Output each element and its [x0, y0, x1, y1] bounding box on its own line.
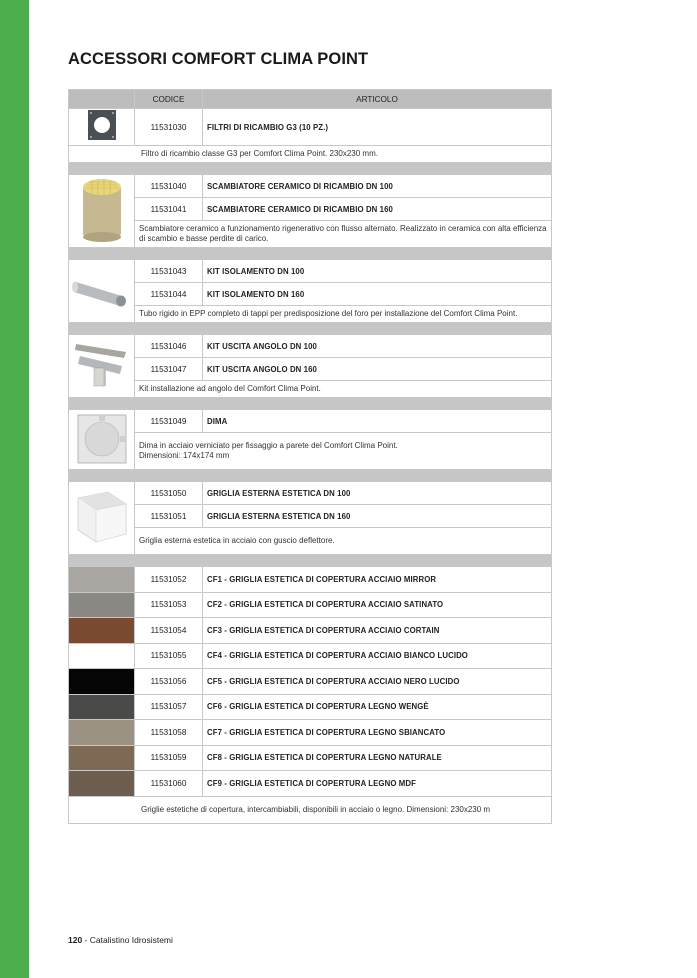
code-cell: 11531052: [135, 567, 203, 593]
code-cell: 11531040: [135, 175, 203, 198]
article-cell: SCAMBIATORE CERAMICO DI RICAMBIO DN 100: [203, 175, 552, 198]
description-cell: Filtro di ricambio classe G3 per Comfort Clima Point. 230x230 mm.: [69, 146, 552, 163]
code-cell: 11531043: [135, 260, 203, 283]
table-row: [69, 720, 552, 746]
article-cell: CF3 - GRIGLIA ESTETICA DI COPERTURA ACCIAIO CORTAIN: [203, 618, 552, 644]
color-swatch: [69, 669, 135, 694]
description-cell: Griglie estetiche di copertura, intercambiabili, disponibili in acciaio o legno. Dimensioni: 230x230 m: [69, 796, 552, 823]
green-side-bar: [0, 0, 29, 978]
code-cell: 11531055: [135, 643, 203, 669]
code-cell: 11531041: [135, 198, 203, 221]
article-cell: CF6 - GRIGLIA ESTETICA DI COPERTURA LEGNO WENGÈ: [203, 694, 552, 720]
article-cell: KIT USCITA ANGOLO DN 100: [203, 335, 552, 358]
code-cell: 11531058: [135, 720, 203, 746]
color-swatch: [69, 618, 135, 643]
angle-outlet-kit-icon: [69, 335, 135, 398]
table-row: [69, 694, 552, 720]
swatch-cell: [69, 567, 135, 593]
swatch-cell: [69, 669, 135, 695]
article-cell: KIT ISOLAMENTO DN 160: [203, 283, 552, 306]
ceramic-exchanger-icon: [69, 175, 135, 248]
table-row: [69, 643, 552, 669]
swatch-cell: [69, 592, 135, 618]
article-cell: GRIGLIA ESTERNA ESTETICA DN 160: [203, 505, 552, 528]
table-row: [69, 283, 552, 306]
article-cell: CF9 - GRIGLIA ESTETICA DI COPERTURA LEGNO MDF: [203, 771, 552, 797]
color-swatch: [69, 593, 135, 618]
header-code: CODICE: [135, 90, 203, 109]
color-swatch: [69, 720, 135, 745]
table-row: [69, 410, 552, 433]
code-cell: 11531051: [135, 505, 203, 528]
description-row: [69, 221, 552, 248]
footer-separator: -: [82, 935, 90, 945]
separator-row: [69, 163, 552, 175]
swatch-cell: [69, 643, 135, 669]
table-row: [69, 669, 552, 695]
separator-row: [69, 470, 552, 482]
code-cell: 11531049: [135, 410, 203, 433]
swatch-cell: [69, 694, 135, 720]
code-cell: 11531046: [135, 335, 203, 358]
table-row: [69, 567, 552, 593]
description-cell: Kit installazione ad angolo del Comfort Clima Point.: [135, 381, 552, 398]
insulation-tube-icon: [69, 260, 135, 323]
table-row: [69, 198, 552, 221]
separator-row: [69, 555, 552, 567]
code-cell: 11531056: [135, 669, 203, 695]
swatch-cell: [69, 618, 135, 644]
description-row: [69, 306, 552, 323]
color-swatch: [69, 695, 135, 720]
description-row: [69, 528, 552, 555]
catalog-name: Catalistino Idrosistemi: [89, 935, 173, 945]
description-row: [69, 381, 552, 398]
color-swatch: [69, 644, 135, 669]
article-cell: FILTRI DI RICAMBIO G3 (10 PZ.): [203, 109, 552, 146]
code-cell: 11531030: [135, 109, 203, 146]
code-cell: 11531060: [135, 771, 203, 797]
article-cell: KIT USCITA ANGOLO DN 160: [203, 358, 552, 381]
article-cell: CF7 - GRIGLIA ESTETICA DI COPERTURA LEGNO SBIANCATO: [203, 720, 552, 746]
table-header: [69, 90, 552, 109]
code-cell: 11531057: [135, 694, 203, 720]
separator-row: [69, 323, 552, 335]
code-cell: 11531053: [135, 592, 203, 618]
description-row: [69, 146, 552, 163]
code-cell: 11531047: [135, 358, 203, 381]
color-swatch: [69, 771, 135, 796]
table-row: [69, 358, 552, 381]
page-footer: [68, 935, 173, 945]
page-number: 120: [68, 935, 83, 945]
table-row: [69, 505, 552, 528]
header-article: ARTICOLO: [203, 90, 552, 109]
swatch-cell: [69, 720, 135, 746]
external-grille-icon: [69, 482, 135, 555]
separator-row: [69, 248, 552, 260]
table-row: [69, 592, 552, 618]
article-cell: CF5 - GRIGLIA ESTETICA DI COPERTURA ACCIAIO NERO LUCIDO: [203, 669, 552, 695]
page-title: ACCESSORI COMFORT CLIMA POINT: [68, 50, 369, 68]
code-cell: 11531050: [135, 482, 203, 505]
table-row: [69, 175, 552, 198]
article-cell: CF1 - GRIGLIA ESTETICA DI COPERTURA ACCIAIO MIRROR: [203, 567, 552, 593]
color-swatch: [69, 746, 135, 771]
description-line-2: Dimensioni: 174x174 mm: [139, 451, 230, 460]
description-line-1: Dima in acciaio verniciato per fissaggio a parete del Comfort Clima Point.: [139, 441, 398, 450]
table-row: [69, 335, 552, 358]
article-cell: DIMA: [203, 410, 552, 433]
accessories-table: [68, 89, 552, 824]
separator-row: [69, 398, 552, 410]
article-cell: CF8 - GRIGLIA ESTETICA DI COPERTURA LEGNO NATURALE: [203, 745, 552, 771]
description-row: [69, 796, 552, 823]
code-cell: 11531054: [135, 618, 203, 644]
table-row: [69, 745, 552, 771]
table-row: [69, 482, 552, 505]
table-row: [69, 109, 552, 146]
article-cell: CF4 - GRIGLIA ESTETICA DI COPERTURA ACCIAIO BIANCO LUCIDO: [203, 643, 552, 669]
template-plate-icon: [69, 410, 135, 470]
article-cell: GRIGLIA ESTERNA ESTETICA DN 100: [203, 482, 552, 505]
color-swatch: [69, 567, 135, 592]
description-row: [69, 433, 552, 470]
description-cell: Scambiatore ceramico a funzionamento rigenerativo con flusso alternato. Realizzato in ceramica con alta efficienza di scambio e basse perdite di carico.: [135, 221, 552, 248]
filter-icon: [69, 109, 135, 146]
description-cell: Griglia esterna estetica in acciaio con guscio deflettore.: [135, 528, 552, 555]
article-cell: KIT ISOLAMENTO DN 100: [203, 260, 552, 283]
article-cell: CF2 - GRIGLIA ESTETICA DI COPERTURA ACCIAIO SATINATO: [203, 592, 552, 618]
table-row: [69, 618, 552, 644]
code-cell: 11531059: [135, 745, 203, 771]
table-row: [69, 260, 552, 283]
code-cell: 11531044: [135, 283, 203, 306]
swatch-cell: [69, 745, 135, 771]
description-cell: Tubo rigido in EPP completo di tappi per predisposizione del foro per installazione del Comfort Clima Point.: [135, 306, 552, 323]
article-cell: SCAMBIATORE CERAMICO DI RICAMBIO DN 160: [203, 198, 552, 221]
description-cell: [135, 433, 552, 470]
swatch-cell: [69, 771, 135, 797]
table-row: [69, 771, 552, 797]
